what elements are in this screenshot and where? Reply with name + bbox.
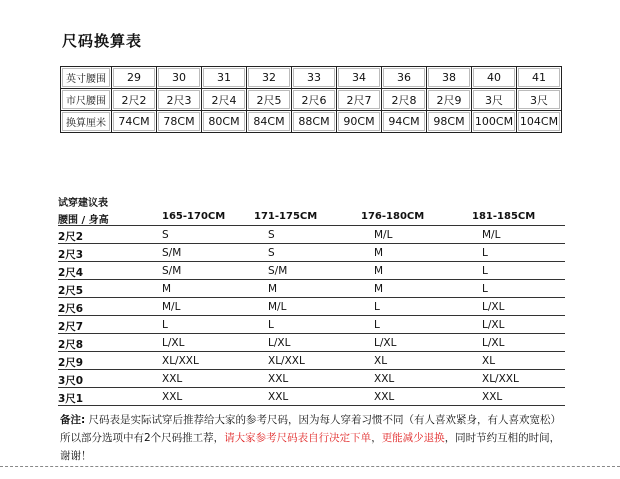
conversion-cell: 41 [517, 67, 562, 89]
waist-cell: 2尺5 [58, 285, 84, 297]
size-cell: M [268, 283, 278, 295]
header-cell: 176-180CM [361, 211, 425, 222]
size-cell: L [268, 319, 274, 331]
size-cell: L/XL [162, 337, 185, 349]
note-highlight: 更能减少退换 [381, 432, 445, 444]
header-cell: 165-170CM [162, 211, 226, 222]
waist-cell: 2尺3 [58, 249, 84, 261]
waist-cell: 2尺2 [58, 231, 84, 243]
size-cell: L/XL [482, 319, 505, 331]
conversion-cell: 2尺2 [112, 89, 157, 111]
recommend-row [58, 244, 565, 262]
conversion-cell: 2尺4 [202, 89, 247, 111]
waist-cell: 2尺9 [58, 357, 84, 369]
size-cell: S/M [162, 265, 182, 277]
conversion-cell: 40 [472, 67, 517, 89]
conversion-cell: 94CM [382, 111, 427, 133]
conversion-cell: 34 [337, 67, 382, 89]
size-cell: XL [482, 355, 496, 367]
conversion-row [61, 67, 562, 89]
size-cell: L/XL [268, 337, 291, 349]
bottom-divider [0, 466, 620, 467]
waist-cell: 3尺1 [58, 393, 84, 405]
conversion-row [61, 89, 562, 111]
conversion-cell: 38 [427, 67, 472, 89]
size-cell: XL/XXL [482, 373, 519, 385]
size-cell: S/M [268, 265, 288, 277]
size-cell: L/XL [482, 301, 505, 313]
recommend-header-row [58, 208, 565, 226]
conversion-row-label: 英寸腰围 [61, 67, 112, 89]
size-cell: L/XL [374, 337, 397, 349]
conversion-row-label: 换算厘米 [61, 111, 112, 133]
size-cell: XXL [374, 391, 395, 403]
recommend-row [58, 334, 565, 352]
recommend-row [58, 370, 565, 388]
recommend-row [58, 352, 565, 370]
header-cell: 171-175CM [254, 211, 318, 222]
page-title: 尺码换算表 [62, 32, 143, 50]
size-cell: XXL [162, 373, 183, 385]
recommend-row [58, 280, 565, 298]
recommend-table [58, 208, 565, 406]
size-cell: L [374, 319, 380, 331]
conversion-cell: 36 [382, 67, 427, 89]
conversion-row [61, 111, 562, 133]
size-cell: L/XL [482, 337, 505, 349]
conversion-cell: 31 [202, 67, 247, 89]
note [60, 411, 570, 465]
size-cell: M [374, 265, 384, 277]
conversion-cell: 84CM [247, 111, 292, 133]
size-cell: M/L [482, 229, 501, 241]
size-cell: L [482, 283, 488, 295]
conversion-cell: 2尺7 [337, 89, 382, 111]
size-cell: XXL [482, 391, 503, 403]
conversion-cell: 2尺6 [292, 89, 337, 111]
size-conversion-table [60, 66, 562, 133]
note-highlight: 请大家参考尺码表自行决定下单 [224, 432, 372, 444]
size-cell: S [268, 229, 275, 241]
conversion-cell: 29 [112, 67, 157, 89]
note-text: ， [371, 432, 382, 444]
conversion-cell: 78CM [157, 111, 202, 133]
size-cell: M/L [268, 301, 287, 313]
size-cell: M/L [162, 301, 181, 313]
size-cell: M [374, 247, 384, 259]
recommend-row [58, 298, 565, 316]
size-cell: S [162, 229, 169, 241]
size-cell: L [374, 301, 380, 313]
header-cell: 腰围 / 身高 [58, 215, 109, 226]
conversion-cell: 3尺 [472, 89, 517, 111]
conversion-cell: 3尺 [517, 89, 562, 111]
conversion-row-label: 市尺腰围 [61, 89, 112, 111]
recommend-row [58, 388, 565, 406]
waist-cell: 2尺7 [58, 321, 84, 333]
waist-cell: 2尺6 [58, 303, 84, 315]
conversion-cell: 2尺5 [247, 89, 292, 111]
conversion-cell: 90CM [337, 111, 382, 133]
conversion-cell: 80CM [202, 111, 247, 133]
conversion-cell: 32 [247, 67, 292, 89]
conversion-cell: 33 [292, 67, 337, 89]
size-cell: L [162, 319, 168, 331]
recommend-title: 试穿建议表 [58, 198, 108, 209]
note-label: 备注: [60, 414, 86, 426]
size-cell: XL/XXL [268, 355, 305, 367]
recommend-row [58, 262, 565, 280]
size-cell: S/M [162, 247, 182, 259]
size-cell: XL [374, 355, 388, 367]
size-cell: M/L [374, 229, 393, 241]
conversion-cell: 2尺3 [157, 89, 202, 111]
size-cell: XXL [374, 373, 395, 385]
conversion-cell: 2尺9 [427, 89, 472, 111]
size-cell: XL/XXL [162, 355, 199, 367]
size-cell: M [374, 283, 384, 295]
conversion-cell: 2尺8 [382, 89, 427, 111]
size-cell: XXL [162, 391, 183, 403]
size-cell: XXL [268, 391, 289, 403]
size-cell: L [482, 247, 488, 259]
note-text: 尺码表是实际试穿后推荐给大家的参考尺码，因为每人穿着习惯不同（有人喜欢紧身，有人喜欢宽松）所以部分选项中有2个尺码推工荐， [60, 414, 562, 444]
note-text: ，同时节约互相的时间，谢谢！ [60, 432, 561, 462]
recommend-row [58, 226, 565, 244]
waist-cell: 2尺4 [58, 267, 84, 279]
waist-cell: 3尺0 [58, 375, 84, 387]
conversion-cell: 100CM [472, 111, 517, 133]
conversion-cell: 88CM [292, 111, 337, 133]
conversion-cell: 98CM [427, 111, 472, 133]
conversion-cell: 74CM [112, 111, 157, 133]
size-cell: XXL [268, 373, 289, 385]
recommend-row [58, 316, 565, 334]
conversion-cell: 104CM [517, 111, 562, 133]
size-cell: L [482, 265, 488, 277]
waist-cell: 2尺8 [58, 339, 84, 351]
header-cell: 181-185CM [472, 211, 536, 222]
size-cell: M [162, 283, 172, 295]
conversion-cell: 30 [157, 67, 202, 89]
size-cell: S [268, 247, 275, 259]
